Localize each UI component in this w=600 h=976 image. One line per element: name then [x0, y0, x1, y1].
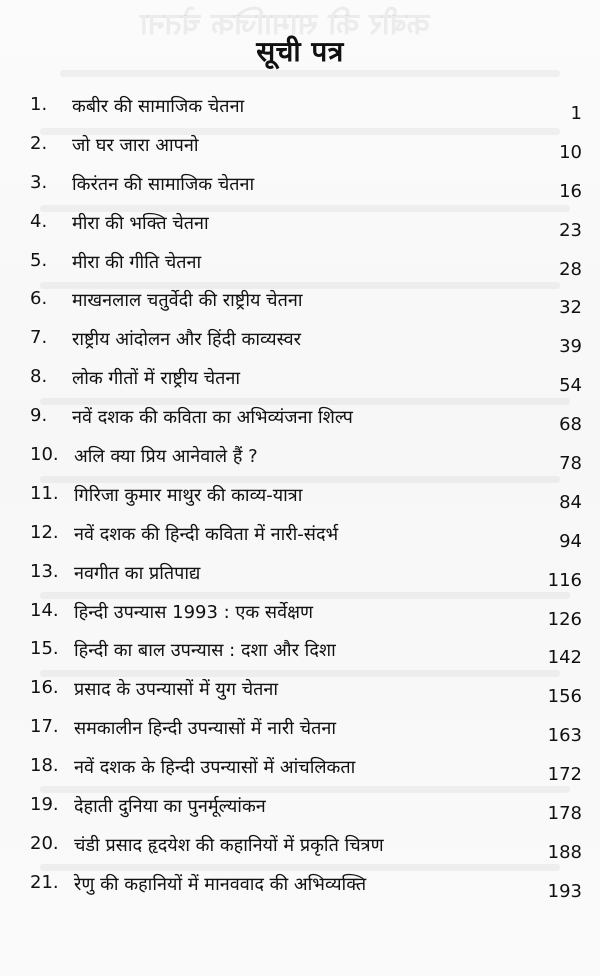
toc-entry-title: गिरिजा कुमार माथुर की काव्य-यात्रा	[74, 484, 303, 506]
toc-entry-title: प्रसाद के उपन्यासों में युग चेतना	[74, 679, 279, 701]
toc-entry-number: 16.	[30, 677, 59, 699]
toc-entry-number: 18.	[30, 755, 59, 777]
toc-entry-title: हिन्दी का बाल उपन्यास : दशा और दिशा	[74, 640, 336, 662]
toc-entry-title: किरंतन की सामाजिक चेतना	[72, 173, 255, 195]
toc-entry	[0, 552, 600, 591]
toc-entry-number: 11.	[30, 482, 59, 504]
toc-entry	[0, 785, 600, 824]
toc-entry	[0, 241, 600, 280]
toc-entry	[0, 202, 600, 241]
toc-entry-page-number: 172	[547, 764, 582, 786]
toc-entry-title: हिन्दी उपन्यास 1993 : एक सर्वेक्षण	[74, 601, 314, 623]
toc-entry-number: 20.	[30, 832, 59, 854]
toc-entry-page-number: 10	[559, 141, 582, 163]
toc-entry	[0, 591, 600, 630]
toc-entry	[0, 746, 600, 785]
toc-entry-title: मीरा की भक्ति चेतना	[72, 212, 209, 234]
toc-entry-page-number: 39	[559, 336, 582, 358]
toc-entry-title: देहाती दुनिया का पुनर्मूल्यांकन	[74, 796, 266, 818]
toc-entry-page-number: 1	[570, 103, 582, 124]
toc-entry-number: 19.	[30, 794, 59, 816]
toc-entry-title: जो घर जारा आपनो	[72, 134, 199, 156]
toc-entry-number: 15.	[30, 638, 59, 660]
toc-entry-title: चंडी प्रसाद हृदयेश की कहानियों में प्रकृति चित्रण	[74, 834, 384, 856]
toc-entry	[0, 513, 600, 552]
toc-entry	[0, 824, 600, 863]
toc-entry	[0, 668, 600, 707]
toc-entry-title: नवगीत का प्रतिपाद्य	[74, 562, 201, 584]
toc-entry	[0, 279, 600, 318]
toc-entry-title: समकालीन हिन्दी उपन्यासों में नारी चेतना	[74, 718, 336, 740]
toc-entry-number: 8.	[30, 366, 48, 388]
toc-entry-page-number: 68	[559, 414, 582, 436]
toc-entry-number: 4.	[30, 210, 48, 232]
toc-entry	[0, 707, 600, 746]
toc-entry	[0, 435, 600, 474]
bleed-through-heading: कबीर की सामाजिक चेतना	[140, 7, 430, 42]
toc-entry-title: रेणु की कहानियों में मानववाद की अभिव्यक्ति	[74, 873, 367, 895]
toc-entry-title: नवें दशक के हिन्दी उपन्यासों में आंचलिकता	[74, 757, 356, 779]
toc-entry-title: राष्ट्रीय आंदोलन और हिंदी काव्यस्वर	[72, 329, 302, 351]
toc-entry	[0, 85, 600, 124]
toc-entry-number: 6.	[30, 288, 48, 310]
bleed-through-line	[60, 70, 560, 77]
table-of-contents	[0, 85, 600, 902]
toc-entry-page-number: 126	[547, 608, 582, 630]
toc-entry-title: कबीर की सामाजिक चेतना	[72, 96, 245, 117]
toc-entry-page-number: 84	[559, 491, 582, 513]
toc-entry-number: 10.	[30, 444, 59, 466]
toc-entry-number: 7.	[30, 327, 48, 349]
toc-entry	[0, 474, 600, 513]
toc-entry	[0, 357, 600, 396]
toc-entry-page-number: 188	[547, 841, 582, 863]
toc-entry	[0, 863, 600, 902]
toc-entry-page-number: 142	[547, 647, 582, 669]
toc-entry-title: अलि क्या प्रिय आनेवाले हैं ?	[74, 446, 258, 468]
toc-entry-page-number: 78	[559, 453, 582, 475]
toc-entry-page-number: 28	[559, 258, 582, 280]
toc-entry-number: 17.	[30, 716, 59, 738]
toc-entry-title: लोक गीतों में राष्ट्रीय चेतना	[72, 368, 241, 390]
toc-entry-page-number: 54	[559, 375, 582, 397]
toc-entry	[0, 318, 600, 357]
toc-entry-number: 9.	[30, 405, 48, 427]
toc-entry	[0, 629, 600, 668]
toc-entry-page-number: 193	[547, 880, 582, 902]
toc-entry-number: 12.	[30, 521, 59, 543]
toc-entry-number: 1.	[30, 94, 48, 115]
toc-entry-page-number: 16	[559, 180, 582, 202]
toc-entry-number: 21.	[30, 871, 59, 893]
toc-entry	[0, 124, 600, 163]
toc-entry-number: 13.	[30, 560, 59, 582]
toc-entry-page-number: 156	[547, 686, 582, 708]
toc-entry-title: माखनलाल चतुर्वेदी की राष्ट्रीय चेतना	[72, 290, 303, 312]
toc-entry	[0, 396, 600, 435]
toc-entry-number: 14.	[30, 599, 59, 621]
toc-entry-page-number: 32	[559, 297, 582, 319]
toc-entry-page-number: 94	[559, 530, 582, 552]
toc-entry-page-number: 116	[547, 569, 582, 591]
toc-entry-page-number: 178	[547, 803, 582, 825]
toc-entry	[0, 163, 600, 202]
toc-entry-title: मीरा की गीति चेतना	[72, 251, 202, 273]
toc-entry-number: 2.	[30, 132, 48, 154]
toc-entry-number: 5.	[30, 249, 48, 271]
page-title: सूची पत्र	[256, 35, 344, 68]
toc-entry-number: 3.	[30, 171, 48, 193]
toc-entry-title: नवें दशक की कविता का अभिव्यंजना शिल्प	[72, 407, 353, 429]
toc-entry-title: नवें दशक की हिन्दी कविता में नारी-संदर्भ	[74, 523, 339, 545]
toc-entry-page-number: 163	[547, 725, 582, 747]
toc-entry-page-number: 23	[559, 219, 582, 241]
